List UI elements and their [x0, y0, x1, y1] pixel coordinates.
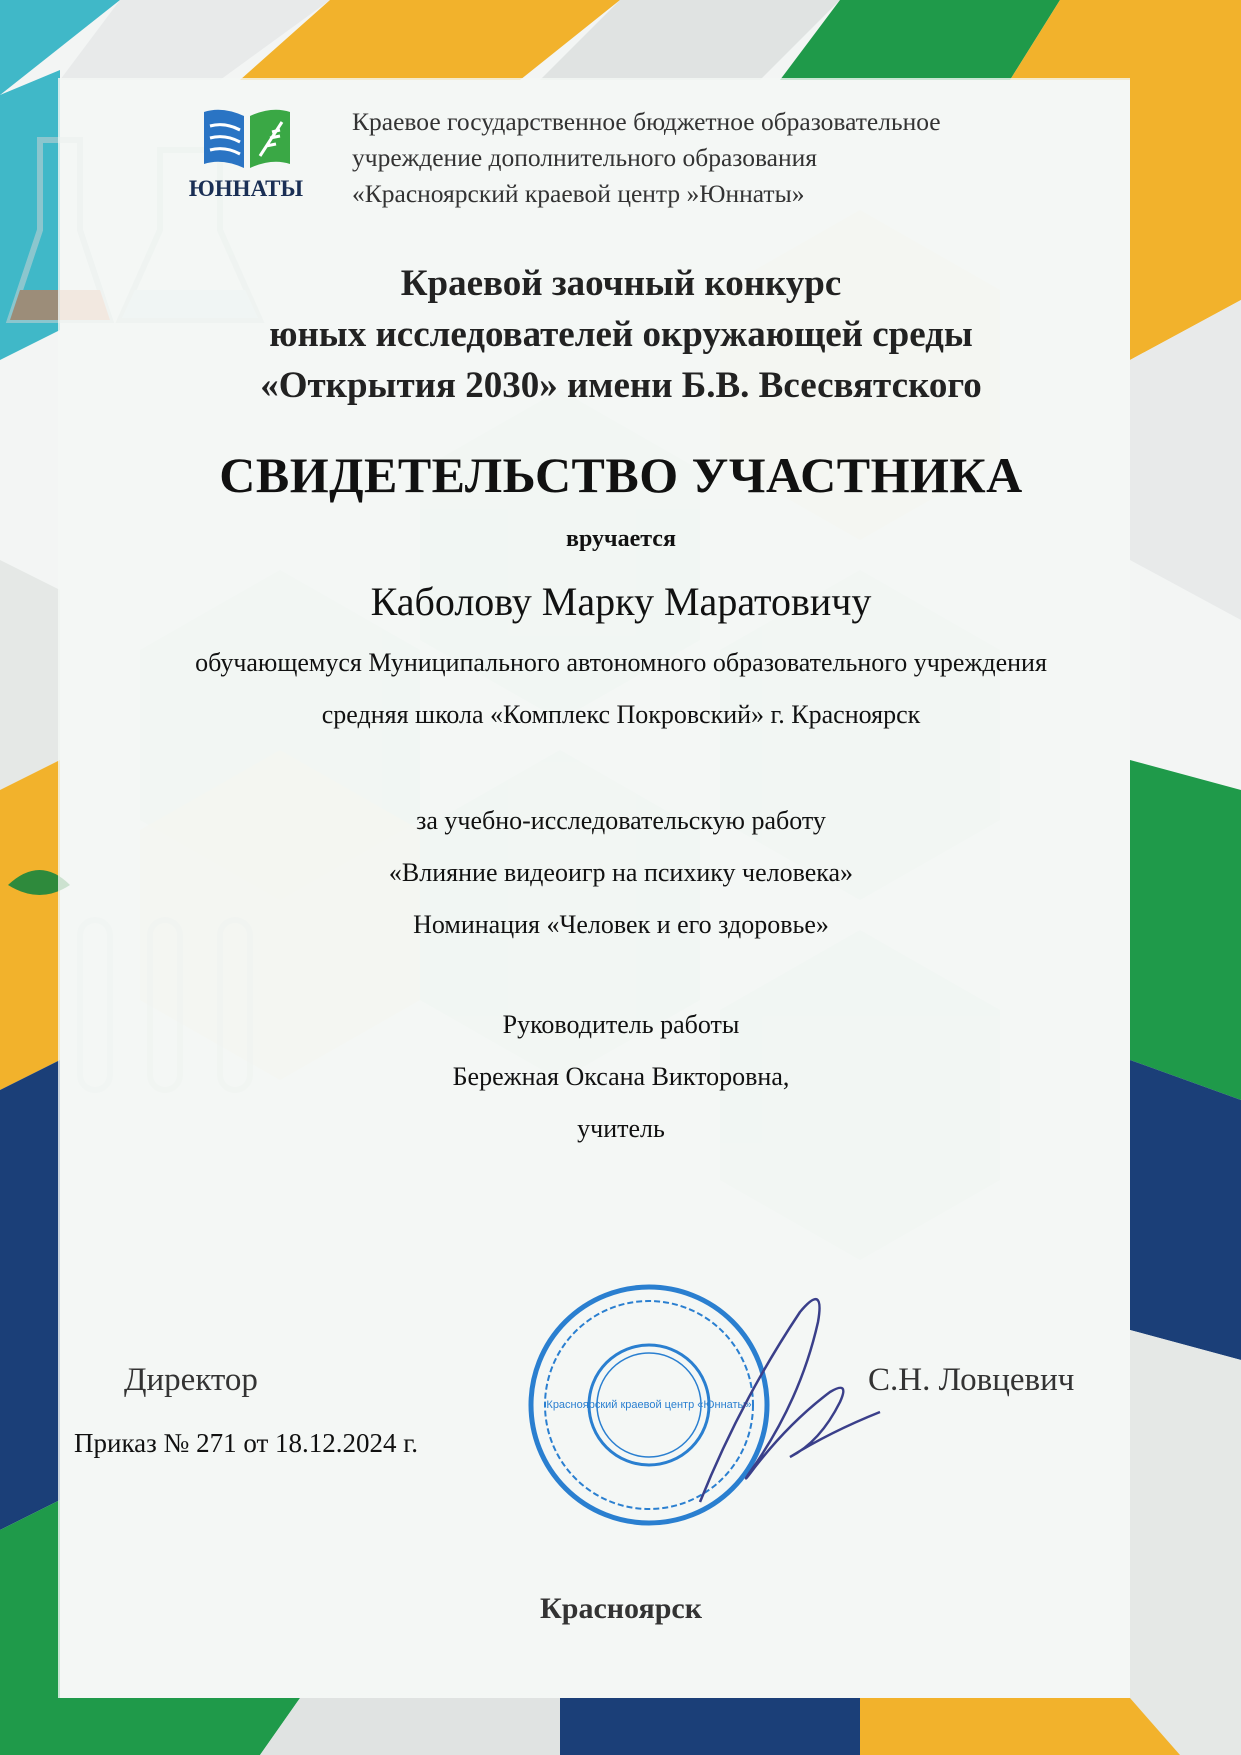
book-leaf-logo-icon: [200, 104, 295, 172]
director-label: Директор: [124, 1362, 258, 1398]
supervisor-role: учитель: [577, 1114, 665, 1143]
nomination: Номинация «Человек и его здоровье»: [413, 910, 829, 939]
stamp-text: Красноярский краевой центр «Юннаты»: [546, 1399, 752, 1411]
signature-scribble: [680, 1282, 910, 1512]
school-line: средняя школа «Комплекс Покровский» г. Красноярск: [321, 700, 921, 729]
director-name: С.Н. Ловцевич: [868, 1362, 1075, 1398]
work-label: за учебно-исследовательскую работу: [416, 806, 826, 835]
city-name: Красноярск: [540, 1592, 702, 1625]
work-title: «Влияние видеоигр на психику человека»: [388, 858, 854, 887]
supervisor-label: Руководитель работы: [502, 1010, 740, 1039]
organization-line: «Красноярский краевой центр »Юннаты»: [352, 179, 805, 208]
supervisor-name: Бережная Оксана Викторовна,: [452, 1062, 790, 1091]
organization-line: Краевое государственное бюджетное образовательное: [352, 107, 941, 136]
given-to-label: вручается: [566, 526, 676, 552]
organization-line: учреждение дополнительного образования: [352, 143, 818, 172]
order-reference: Приказ № 271 от 18.12.2024 г.: [74, 1428, 419, 1458]
contest-title: [58, 258, 1184, 411]
contest-line: юных исследователей окружающей среды: [269, 314, 973, 355]
school-line: обучающемуся Муниципального автономного образовательного учреждения: [195, 648, 1047, 677]
organization-header: [352, 104, 1072, 212]
certificate-title: СВИДЕТЕЛЬСТВО УЧАСТНИКА: [219, 447, 1023, 503]
recipient-name: Каболову Марку Маратовичу: [370, 579, 872, 624]
contest-line: «Открытия 2030» имени Б.В. Всесвятского: [260, 365, 982, 406]
contest-line: Краевой заочный конкурс: [400, 263, 842, 304]
logo-text: ЮННАТЫ: [188, 176, 304, 201]
